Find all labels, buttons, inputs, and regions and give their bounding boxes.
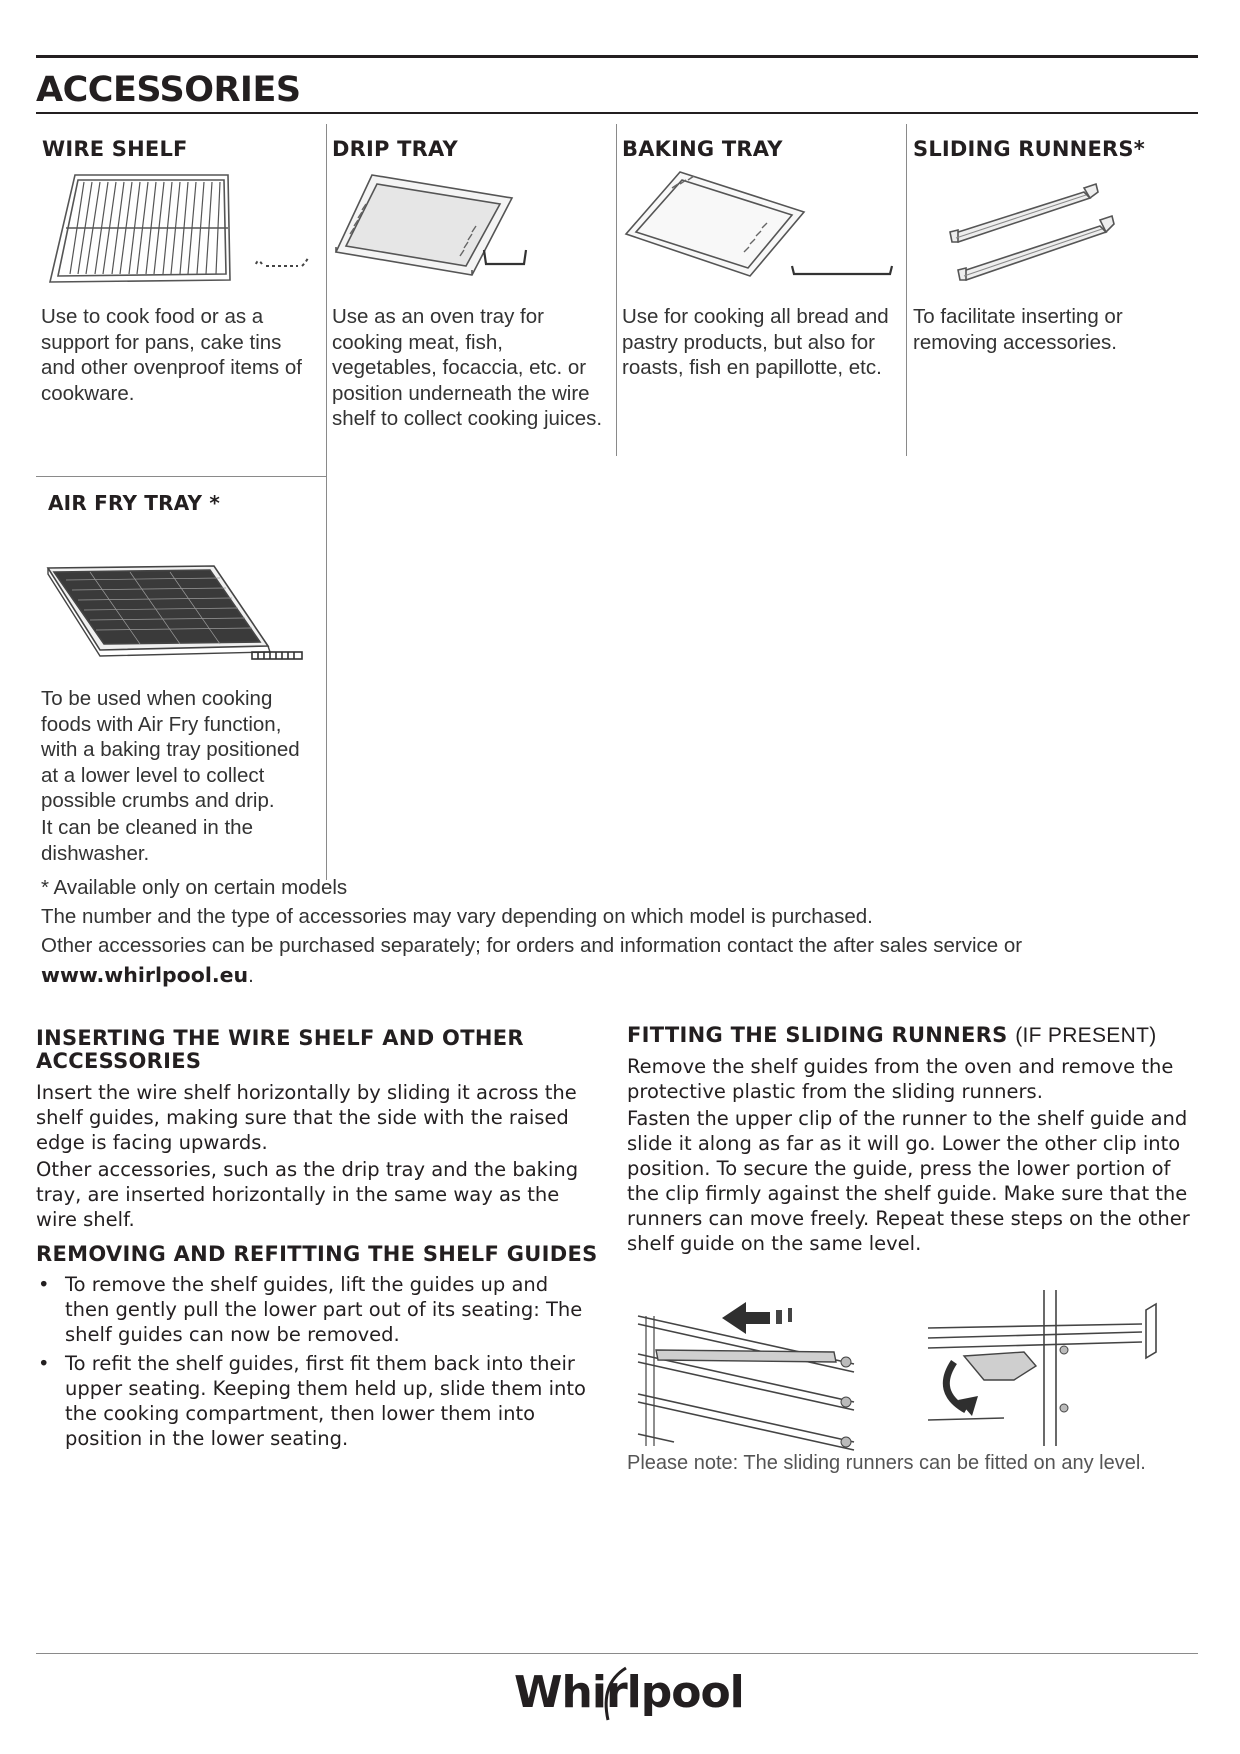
logo-swoosh-icon: [596, 1664, 636, 1724]
availability-note: * Available only on certain models: [41, 876, 348, 899]
title-underline: [36, 112, 1198, 114]
column-divider: [326, 124, 327, 880]
bottom-rule: [36, 1653, 1198, 1654]
accessory-description-air-fry-tray: To be used when cooking foods with Air Fry function, with a baking tray positioned at a lower level to collect possible crumbs and drip.: [41, 687, 300, 812]
whirlpool-logo: Whirlpool: [514, 1667, 744, 1718]
accessory-title-sliding-runners: SLIDING RUNNERS*: [913, 137, 1145, 161]
fitting-note: Please note: The sliding runners can be fitted on any level.: [627, 1452, 1146, 1474]
fitting-paragraph: Remove the shelf guides from the oven and remove the protective plastic from the sliding runners.: [627, 1055, 1174, 1103]
column-divider: [906, 124, 907, 456]
accessory-title-wire-shelf: WIRE SHELF: [42, 137, 188, 161]
website-line: www.whirlpool.eu.: [41, 963, 254, 987]
list-item: • To refit the shelf guides, first fit them back into their upper seating. Keeping them held up, slide them into the cooking compartment, then lower them into position in the lower seating.: [38, 1352, 586, 1450]
website-link[interactable]: www.whirlpool.eu: [41, 963, 249, 987]
baking-tray-icon: [622, 168, 902, 278]
air-fry-tray-icon: [40, 548, 320, 668]
accessory-description-baking-tray: Use for cooking all bread and pastry products, but also for roasts, fish en papillotte, etc.: [622, 305, 889, 379]
accessory-description-drip-tray: Use as an oven tray for cooking meat, fish, vegetables, focaccia, etc. or position underneath the wire shelf to collect cooking juices.: [332, 305, 603, 430]
accessory-description-wire-shelf: Use to cook food or as a support for pans, cake tins and other ovenproof items of cookware.: [41, 305, 302, 405]
sliding-runners-icon: [944, 176, 1124, 286]
accessory-title-air-fry-tray: AIR FRY TRAY *: [48, 491, 221, 515]
variation-note: The number and the type of accessories may vary depending on which model is purchased.: [41, 905, 873, 928]
fitting-section-title: FITTING THE SLIDING RUNNERS (IF PRESENT): [627, 1023, 1157, 1047]
accessory-description-sliding-runners: To facilitate inserting or removing accessories.: [913, 305, 1123, 354]
runner-fitting-diagram-left: [634, 1296, 870, 1446]
drip-tray-icon: [332, 170, 612, 280]
fitting-paragraph: Fasten the upper clip of the runner to the shelf guide and slide it along as far as it will go. Lower the other clip into position. To secure the guide, press the lower portion of the clip firmly against the shelf guide. Make sure that the runners can move freely. Repeat these steps on the other shelf guide on the same level.: [627, 1107, 1190, 1255]
column-divider: [616, 124, 617, 456]
removing-section-title: REMOVING AND REFITTING THE SHELF GUIDES: [36, 1242, 598, 1266]
top-rule: [36, 55, 1198, 58]
accessory-title-baking-tray: BAKING TRAY: [622, 137, 783, 161]
removing-steps-list: [36, 1272, 591, 1455]
wire-shelf-icon: [40, 170, 320, 290]
accessory-description-air-fry-tray-cleaning: It can be cleaned in the dishwasher.: [41, 816, 253, 865]
orders-note: Other accessories can be purchased separately; for orders and information contact the after sales service or: [41, 934, 1023, 957]
list-item: • To remove the shelf guides, lift the guides up and then gently pull the lower part out of its seating: The shelf guides can now be removed.: [38, 1273, 583, 1346]
page-title: ACCESSORIES: [36, 70, 301, 110]
inserting-paragraph: Insert the wire shelf horizontally by sliding it across the shelf guides, making sure that the side with the raised edge is facing upwards.: [36, 1081, 577, 1154]
row-divider: [36, 476, 326, 477]
inserting-paragraph: Other accessories, such as the drip tray and the baking tray, are inserted horizontally in the same way as the wire shelf.: [36, 1158, 579, 1231]
accessory-title-drip-tray: DRIP TRAY: [332, 137, 458, 161]
runner-fitting-diagram-right: [924, 1290, 1158, 1446]
inserting-section-title: INSERTING THE WIRE SHELF AND OTHER ACCESSORIES: [36, 1026, 524, 1073]
